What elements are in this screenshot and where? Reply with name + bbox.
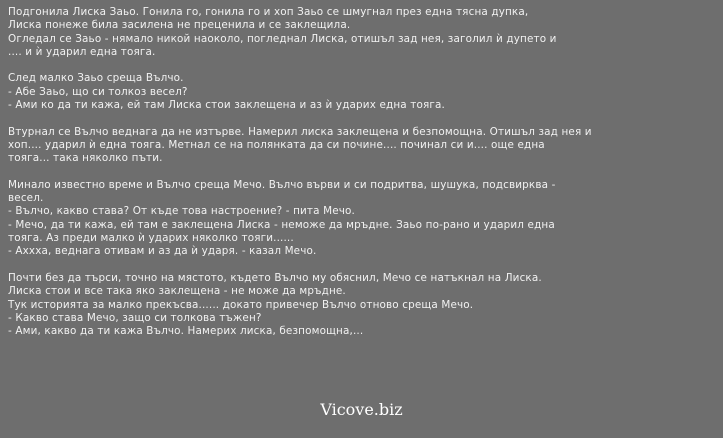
story-line: След малко Заьо среща Вълчо. [8, 72, 184, 85]
story-line: - Абе Заьо, що си толкоз весел? [8, 85, 188, 98]
story-line: тояга. Аз преди малко ѝ ударих няколко тояги...... [8, 232, 294, 245]
story-line: - Аххха, веднага отивам и аз да ѝ ударя. - казал Мечо. [8, 245, 317, 258]
story-line: - Ами, какво да ти кажа Вълчо. Намерих лиска, безпомощна,... [8, 325, 364, 338]
story-paragraph-3 [8, 126, 708, 166]
story-line: хоп.... ударил ѝ една тояга. Метнал се на полянката да си почине.... починал си и.... още една [8, 138, 545, 151]
story-paragraph-4 [8, 179, 708, 259]
story-line: - Вълчо, какво става? От къде това настроение? - пита Мечо. [8, 205, 356, 218]
site-watermark: Vicove.biz [320, 400, 403, 419]
story-line: Подгонила Лиска Заьо. Гонила го, гонила го и хоп Заьо се шмугнал през една тясна дупка, [8, 6, 529, 18]
story-line: Лиска стои и все така яко заклещена - не може да мръдне. [8, 285, 346, 298]
story-line: - Ами ко да ти кажа, ей там Лиска стои заклещена и аз ѝ ударих една тояга. [8, 99, 445, 112]
story-line: Минало известно време и Вълчо среща Мечо. Вълчо върви и си подритва, шушука, подсвирква - [8, 178, 556, 191]
story-paragraph-5 [8, 272, 708, 338]
story-line: Огледал се Заьо - нямало никой наоколо, погледнал Лиска, отишъл зад нея, заголил ѝ дупето и [8, 32, 557, 45]
story-line: - Мечо, да ти кажа, ей там е заклещена Лиска - неможе да мръдне. Заьо по-рано и ударил една [8, 218, 555, 231]
story-text [8, 6, 708, 352]
story-paragraph-1 [8, 6, 708, 59]
story-line: Тук историята за малко прекъсва...... докато привечер Вълчо отново среща Мечо. [8, 298, 474, 311]
story-line: - Какво става Мечо, защо си толкова тъжен? [8, 311, 262, 324]
story-line: .... и ѝ ударил една тояга. [8, 45, 156, 58]
story-line: весел. [8, 192, 44, 205]
story-line: Лиска понеже била засилена не преценила и се заклещила. [8, 19, 351, 32]
story-line: Почти без да търси, точно на мястото, където Вълчо му обяснил, Мечо се натъкнал на Лиска. [8, 271, 542, 284]
story-line: тояга... така няколко пъти. [8, 152, 163, 165]
story-line: Втурнал се Вълчо веднага да не изтърве. Намерил лиска заклещена и безпомощна. Отишъл зад нея и [8, 125, 592, 138]
story-paragraph-2 [8, 72, 708, 112]
